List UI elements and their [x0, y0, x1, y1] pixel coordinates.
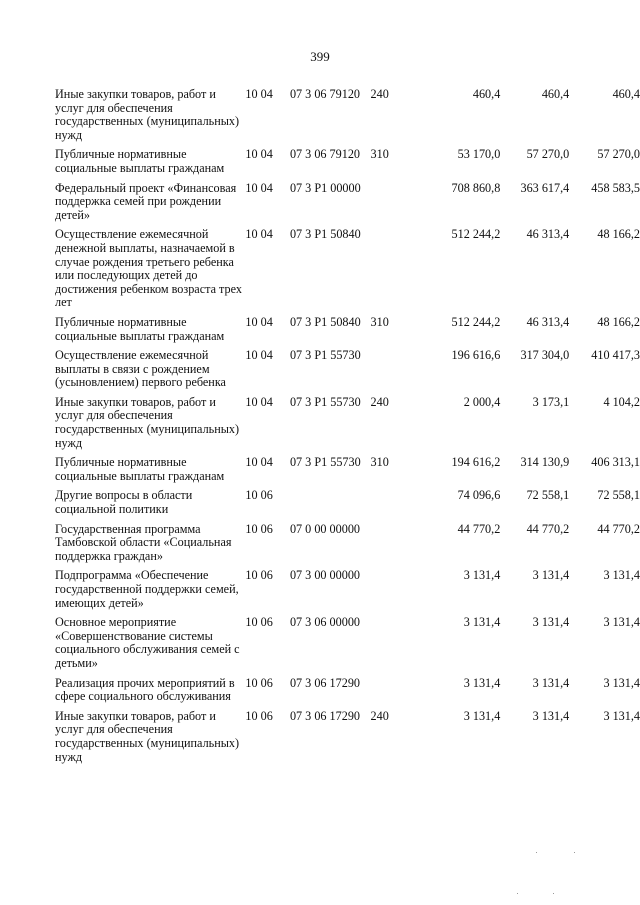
row-amount-year-2: 363 617,4 [520, 180, 570, 195]
row-section-code: 10 06 [245, 488, 273, 503]
row-name: Осуществление ежемесячной выплаты в связи с рождением (усыновлением) первого ребенка [55, 348, 226, 390]
row-amount-year-3: 44 770,2 [597, 521, 640, 536]
row-name: Публичные нормативные социальные выплаты гражданам [55, 147, 225, 175]
budget-rows [55, 88, 640, 770]
row-section-code: 10 04 [245, 314, 273, 329]
row-amount-year-1: 708 860,8 [451, 180, 501, 195]
row-amount-year-1: 512 244,2 [451, 314, 501, 329]
row-section-code: 10 04 [245, 227, 273, 242]
scan-speck [553, 893, 554, 894]
row-section-code: 10 06 [245, 568, 273, 583]
row-expense-type: 310 [370, 455, 389, 470]
table-row [55, 677, 640, 710]
row-section-code: 10 06 [245, 708, 273, 723]
row-name: Публичные нормативные социальные выплаты гражданам [55, 314, 225, 343]
row-target-article: 07 3 06 79120 [289, 87, 361, 101]
table-row [55, 710, 640, 770]
row-amount-year-2: 3 131,4 [532, 568, 570, 583]
row-target-article [290, 489, 371, 522]
row-expense-type: 240 [370, 708, 389, 723]
row-section-code: 10 06 [245, 521, 273, 536]
row-expense-type [371, 677, 398, 710]
row-expense-type: 310 [370, 314, 389, 329]
row-target-article: 07 3 06 17290 [289, 675, 361, 690]
table-row [55, 396, 640, 456]
table-row [55, 456, 640, 489]
row-amount-year-2: 72 558,1 [526, 488, 570, 503]
row-amount-year-1: 74 096,6 [457, 488, 501, 503]
row-amount-year-3: 406 313,1 [591, 455, 640, 470]
row-amount-year-3: 460,4 [612, 87, 640, 101]
row-name: Реализация прочих мероприятий в сфере социального обслуживания [55, 675, 235, 704]
row-amount-year-2: 3 131,4 [532, 708, 570, 723]
row-amount-year-3: 3 131,4 [603, 568, 640, 583]
row-name: Федеральный проект «Финансовая поддержка семей при рождении детей» [55, 180, 237, 222]
row-target-article: 07 3 P1 55730 [289, 348, 361, 363]
table-row [55, 616, 640, 676]
row-expense-type [371, 523, 398, 570]
row-expense-type [371, 228, 398, 316]
row-name: Подпрограмма «Обеспечение государственной поддержки семей, имеющих детей» [55, 568, 239, 610]
row-amount-year-1: 194 616,2 [451, 455, 501, 470]
table-row [55, 523, 640, 570]
row-amount-year-2: 314 130,9 [520, 455, 570, 470]
row-target-article: 07 3 P1 55730 [289, 455, 361, 470]
row-amount-year-3: 48 166,2 [597, 227, 640, 242]
table-row [55, 489, 640, 522]
row-amount-year-1: 196 616,6 [451, 348, 501, 363]
row-amount-year-2: 57 270,0 [526, 147, 570, 162]
scan-speck [536, 852, 537, 853]
row-expense-type: 310 [370, 147, 389, 162]
row-amount-year-1: 3 131,4 [463, 615, 501, 630]
row-name: Государственная программа Тамбовской области «Социальная поддержка граждан» [55, 521, 232, 563]
row-amount-year-2: 46 313,4 [526, 314, 570, 329]
row-amount-year-1: 512 244,2 [451, 227, 501, 242]
table-row [55, 569, 640, 616]
row-amount-year-3: 3 131,4 [603, 708, 640, 723]
row-amount-year-2: 317 304,0 [520, 348, 570, 363]
table-row [55, 148, 640, 181]
row-expense-type [371, 616, 398, 676]
row-expense-type [371, 349, 398, 396]
row-expense-type [371, 569, 398, 616]
row-amount-year-3: 48 166,2 [597, 314, 640, 329]
row-name: Публичные нормативные социальные выплаты гражданам [55, 455, 225, 483]
row-amount-year-1: 44 770,2 [457, 521, 501, 536]
row-section-code: 10 06 [245, 615, 273, 630]
row-name: Основное мероприятие «Совершенствование системы социального обслуживания семей с детьми» [55, 615, 240, 670]
row-amount-year-3: 72 558,1 [597, 488, 640, 503]
row-amount-year-2: 44 770,2 [526, 521, 570, 536]
table-row [55, 88, 640, 148]
row-target-article: 07 3 00 00000 [289, 568, 361, 583]
row-amount-year-1: 3 131,4 [463, 568, 501, 583]
row-amount-year-1: 2 000,4 [463, 394, 501, 409]
row-amount-year-2: 46 313,4 [526, 227, 570, 242]
row-target-article: 07 3 P1 50840 [289, 227, 361, 242]
row-amount-year-1: 460,4 [472, 87, 501, 101]
row-target-article: 07 3 P1 55730 [289, 394, 361, 409]
row-expense-type [371, 489, 398, 522]
row-target-article: 07 3 06 00000 [289, 615, 361, 630]
row-amount-year-1: 3 131,4 [463, 675, 501, 690]
row-amount-year-2: 3 173,1 [532, 394, 570, 409]
row-section-code: 10 04 [245, 455, 273, 470]
scan-speck [574, 852, 575, 853]
row-amount-year-2: 460,4 [541, 87, 570, 101]
row-amount-year-2: 3 131,4 [532, 615, 570, 630]
row-amount-year-3: 458 583,5 [591, 180, 640, 195]
row-amount-year-3: 57 270,0 [597, 147, 640, 162]
row-amount-year-1: 53 170,0 [457, 147, 501, 162]
page-number: 399 [310, 49, 330, 64]
row-name: Иные закупки товаров, работ и услуг для обеспечения государственных (муниципальных) нужд [55, 87, 240, 142]
budget-table [55, 88, 640, 770]
row-amount-year-1: 3 131,4 [463, 708, 501, 723]
row-section-code: 10 04 [245, 394, 273, 409]
row-amount-year-2: 3 131,4 [532, 675, 570, 690]
row-name: Другие вопросы в области социальной политики [55, 488, 193, 517]
row-section-code: 10 04 [245, 348, 273, 363]
table-row [55, 228, 640, 316]
row-section-code: 10 04 [245, 147, 273, 162]
table-row [55, 349, 640, 396]
row-amount-year-3: 4 104,2 [603, 394, 640, 409]
row-expense-type [371, 182, 398, 229]
row-target-article: 07 3 P1 50840 [289, 314, 361, 329]
row-expense-type: 240 [370, 394, 389, 409]
row-section-code: 10 06 [245, 675, 273, 690]
row-amount-year-3: 3 131,4 [603, 615, 640, 630]
row-amount-year-3: 3 131,4 [603, 675, 640, 690]
row-name: Осуществление ежемесячной денежной выплаты, назначаемой в случае рождения третьего ребенка или последующих детей до достижения ребенком возраста трех лет [55, 227, 242, 310]
scan-speck [517, 893, 518, 894]
row-target-article: 07 3 06 79120 [289, 147, 361, 162]
row-target-article: 07 3 P1 00000 [289, 180, 361, 195]
table-row [55, 182, 640, 229]
table-row [55, 316, 640, 349]
row-section-code: 10 04 [245, 87, 273, 101]
row-target-article: 07 0 00 00000 [289, 521, 361, 536]
row-expense-type: 240 [370, 87, 389, 101]
row-name: Иные закупки товаров, работ и услуг для обеспечения государственных (муниципальных) нужд [55, 394, 240, 450]
row-amount-year-3: 410 417,3 [591, 348, 640, 363]
row-name: Иные закупки товаров, работ и услуг для обеспечения государственных (муниципальных) нужд [55, 708, 240, 764]
row-section-code: 10 04 [245, 180, 273, 195]
row-target-article: 07 3 06 17290 [289, 708, 361, 723]
